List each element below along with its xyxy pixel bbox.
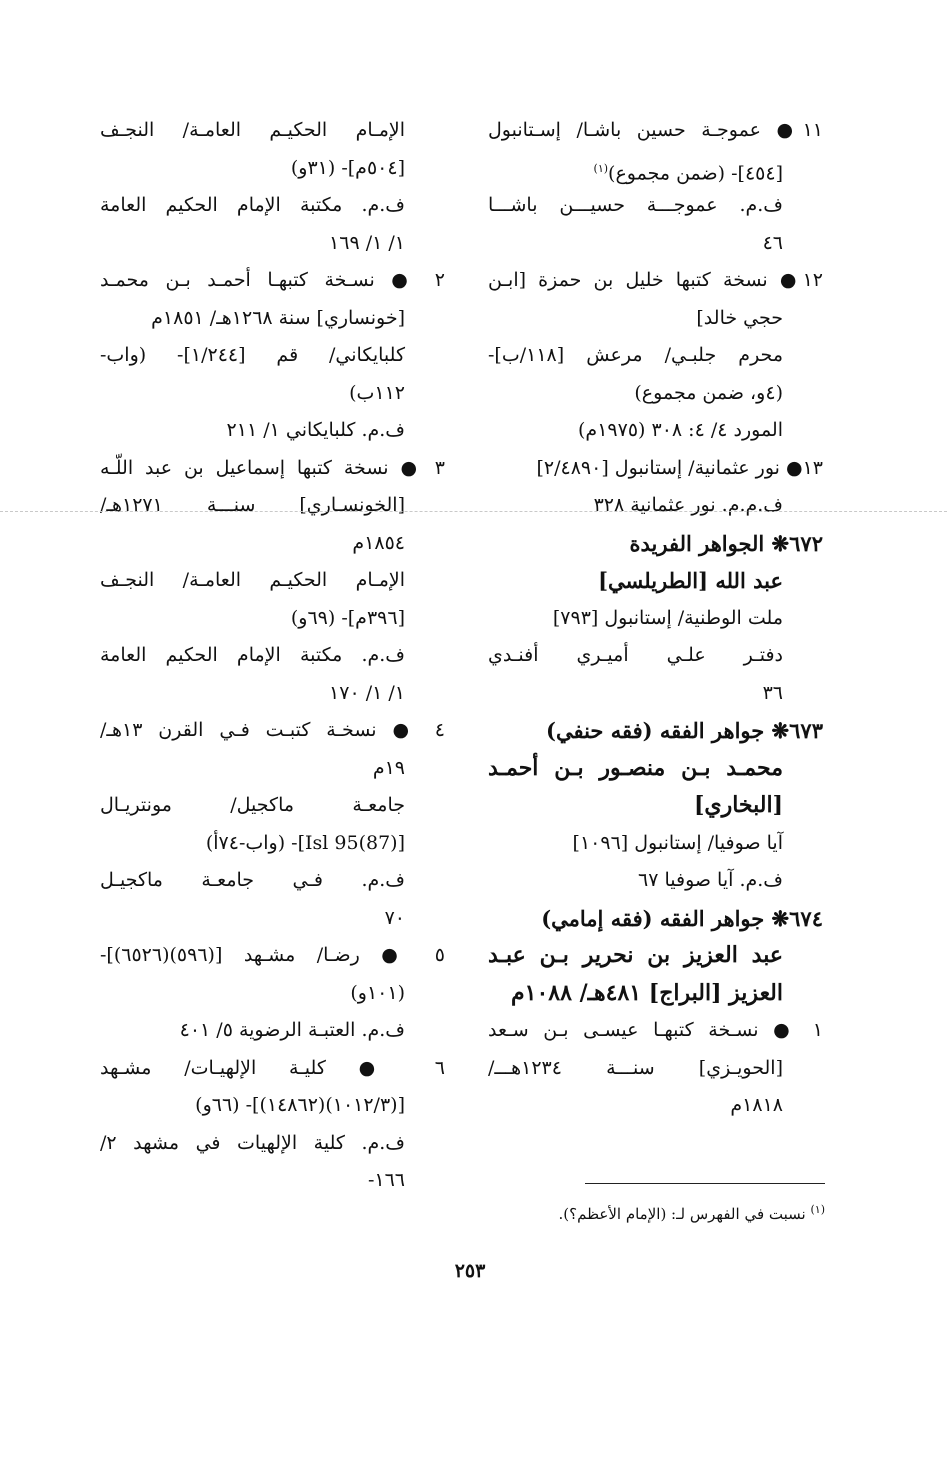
line-text: [خونساري] سنة ١٢٦٨هـ/ ١٨٥١م — [151, 306, 405, 329]
line-text: [الحويـزي] سنـــة ١٢٣٤هـــ/ — [488, 1056, 783, 1079]
line-text: ١٨١٨م — [730, 1094, 783, 1116]
right-column-line — [488, 1050, 823, 1088]
line-text: ف.م. مكتبة الإمام الحكيم العامة — [100, 194, 405, 216]
left-column-line — [100, 525, 445, 563]
left-column-line — [100, 787, 445, 825]
right-column-line — [488, 225, 823, 263]
left-column-line — [100, 1125, 445, 1163]
line-text: ف.م. كلية الإلهيات في مشهد ٢/ — [100, 1131, 405, 1154]
line-text: ١٩م — [372, 756, 405, 779]
line-text: ف.م. عموجـــة حسيـــن باشـــا — [488, 194, 783, 216]
line-text: [٤٥٤]- (ضمن مجموع) — [608, 161, 783, 184]
line-text: ١ ● نسـخة كتبهـا عيسـى بـن سـعد — [488, 1019, 823, 1041]
line-text: ف.م. كلبايكاني ١/ ٢١١ — [226, 419, 405, 441]
left-column-line — [100, 675, 445, 713]
left-column-line — [100, 862, 445, 900]
left-column-line — [100, 937, 445, 975]
line-text: [(١٠١٢/٣)(١٤٨٦٢)]- (٦٦و) — [195, 1094, 405, 1116]
line-text: ١/ ١/ ١٧٠ — [329, 681, 405, 704]
left-column-line — [100, 600, 445, 638]
line-text: محمـد بـن منصـور بـن أحمـد — [488, 754, 783, 781]
right-column-line — [488, 637, 823, 675]
left-column-line — [100, 412, 445, 450]
right-column-line — [488, 1012, 823, 1050]
line-text: ٣ ● نسخة كتبها إسماعيل بن عبد اللّـه — [100, 456, 445, 479]
line-text: ملت الوطنية/ إستانبول [٧٩٣] — [552, 606, 783, 629]
line-text: ١١● عموجـة حسين باشـا/ إسـتانبول — [488, 119, 823, 141]
right-column-line — [488, 112, 823, 150]
left-column-line — [100, 300, 445, 338]
line-text: ف.م.م. نور عثمانية ٣٢٨ — [593, 494, 783, 516]
right-column-line — [488, 187, 823, 225]
left-column-line — [100, 975, 445, 1013]
line-text: ٤ ● نسخـة كتبـت فـي القرن ١٣هـ/ — [100, 719, 445, 741]
line-text: ٦٧٤❋ جواهر الفقه (فقه إمامي) — [541, 905, 823, 931]
line-text: ف.م. فـي جامعـة ماكجيـل — [100, 869, 405, 891]
left-column-line — [100, 487, 445, 525]
left-column-line — [100, 187, 445, 225]
line-text: محرم جلبـي/ مرعش [١١٨/ب]- — [488, 344, 783, 366]
line-text: ٥ ● رضـا/ مشـهد [(٥٩٦)(٦٥٢٦)]- — [100, 944, 445, 966]
right-column-line — [488, 600, 823, 638]
line-text: [٥٠٤م]- (٣١و) — [290, 156, 405, 179]
right-column-line — [488, 675, 823, 713]
line-text: ٦ ● كليـة الإلهيـات/ مشـهد — [100, 1056, 445, 1079]
line-text: آيا صوفيا/ إستانبول [١٠٩٦] — [572, 831, 783, 854]
line-text: ١١٢ب) — [349, 381, 405, 404]
right-column-line — [488, 412, 823, 450]
line-text: جامعـة ماكجيل/ مونتريـال — [100, 794, 405, 816]
right-column-line — [488, 1087, 823, 1125]
line-text: ١٦٦- — [367, 1169, 405, 1191]
left-column-line — [100, 112, 445, 150]
right-column-line — [488, 450, 823, 488]
left-column-line — [100, 375, 445, 413]
right-column-line — [488, 337, 823, 375]
line-text: دفتـر علـي أميـري أفنـدي — [488, 644, 783, 666]
left-column-line — [100, 1162, 445, 1200]
line-text: حجي خالد] — [696, 306, 783, 329]
left-column-line — [100, 712, 445, 750]
line-text: ٧٠ — [384, 906, 405, 929]
left-column-line — [100, 1012, 445, 1050]
scan-artifact-line — [0, 511, 947, 512]
left-column-line — [100, 337, 445, 375]
left-column-line — [100, 1087, 445, 1125]
left-column-line — [100, 562, 445, 600]
right-column-line — [488, 937, 823, 975]
line-text: ٦٧٣❋ جواهر الفقه (فقه حنفي) — [546, 718, 823, 743]
left-column-line — [100, 900, 445, 938]
line-text: العزيز [البراج] ٤٨١هـ/ ١٠٨٨م — [511, 979, 783, 1006]
right-column-line — [488, 525, 823, 563]
left-column-line — [100, 150, 445, 188]
line-text: [٣٩٦م]- (٦٩و) — [290, 606, 405, 629]
line-text: ١٣● نور عثمانية/ إستانبول [٢/٤٨٩٠] — [536, 456, 823, 479]
right-column-line — [488, 150, 823, 188]
left-column-line — [100, 225, 445, 263]
right-column-line — [488, 375, 823, 413]
left-column-line — [100, 750, 445, 788]
right-column-line — [488, 862, 823, 900]
right-column-line — [488, 712, 823, 750]
line-text: عبد الله [الطريلسي] — [598, 568, 783, 593]
right-column-line — [488, 300, 823, 338]
footnote-marker: (١) — [810, 1203, 825, 1216]
right-column-line — [488, 562, 823, 600]
line-text: ٤٦ — [762, 231, 783, 254]
line-text: (١٠١و) — [350, 981, 405, 1004]
left-column-line — [100, 262, 445, 300]
line-text: المورد ٤/ ٤: ٣٠٨ (١٩٧٥م) — [578, 419, 783, 441]
footnote-text: نسبت في الفهرس لـ: (الإمام الأعظم؟). — [558, 1205, 806, 1223]
line-text: الإمـام الحكيـم العامـة/ النجـف — [100, 119, 405, 141]
left-column-line — [100, 450, 445, 488]
right-column-line — [488, 262, 823, 300]
line-text: ٣٦ — [762, 681, 783, 704]
right-column-line — [488, 900, 823, 938]
line-text: [الخونسـاري] سنـــة ١٢٧١هـ/ — [100, 494, 405, 516]
line-text: ف.م. مكتبة الإمام الحكيم العامة — [100, 644, 405, 666]
right-column — [488, 112, 823, 1125]
line-text: ٢ ● نسـخة كتبهـا أحمـد بـن محمـد — [100, 269, 445, 291]
line-text: ١٢● نسخة كتبها خليل بن حمزة [ابـن — [488, 269, 823, 291]
line-text: ف.م. العتبـة الرضوية ٥/ ٤٠١ — [179, 1019, 405, 1041]
line-text: الإمـام الحكيـم العامـة/ النجـف — [100, 569, 405, 591]
right-column-line — [488, 825, 823, 863]
line-text: [البخاري] — [693, 792, 783, 818]
footnote-separator — [585, 1183, 825, 1184]
line-text: عبد العزيز بن نحرير بـن عبـد — [488, 942, 783, 968]
line-text: (٤و، ضمن مجموع) — [634, 381, 783, 404]
right-column-line — [488, 487, 823, 525]
line-text: ١٨٥٤م — [352, 531, 405, 554]
left-column-line — [100, 825, 445, 863]
line-text: [Isl 95(87)]- (واب-٧٤أ) — [205, 831, 405, 854]
left-column-line — [100, 637, 445, 675]
footnote-reference: (١) — [593, 161, 609, 175]
left-column-line — [100, 1050, 445, 1088]
page-number: ٢٥٣ — [454, 1260, 486, 1282]
line-text: كلبايكاني/ قم [١/٢٤٤]- (واب- — [100, 344, 405, 366]
footnote — [470, 1198, 825, 1226]
right-column-line — [488, 750, 823, 788]
right-column-line — [488, 975, 823, 1013]
left-column — [100, 112, 445, 1200]
line-text: ٦٧٢❋ الجواهر الفريدة — [629, 530, 823, 556]
right-column-line — [488, 787, 823, 825]
line-text: ١/ ١/ ١٦٩ — [329, 231, 405, 254]
line-text: ف.م. آيا صوفيا ٦٧ — [638, 869, 783, 891]
